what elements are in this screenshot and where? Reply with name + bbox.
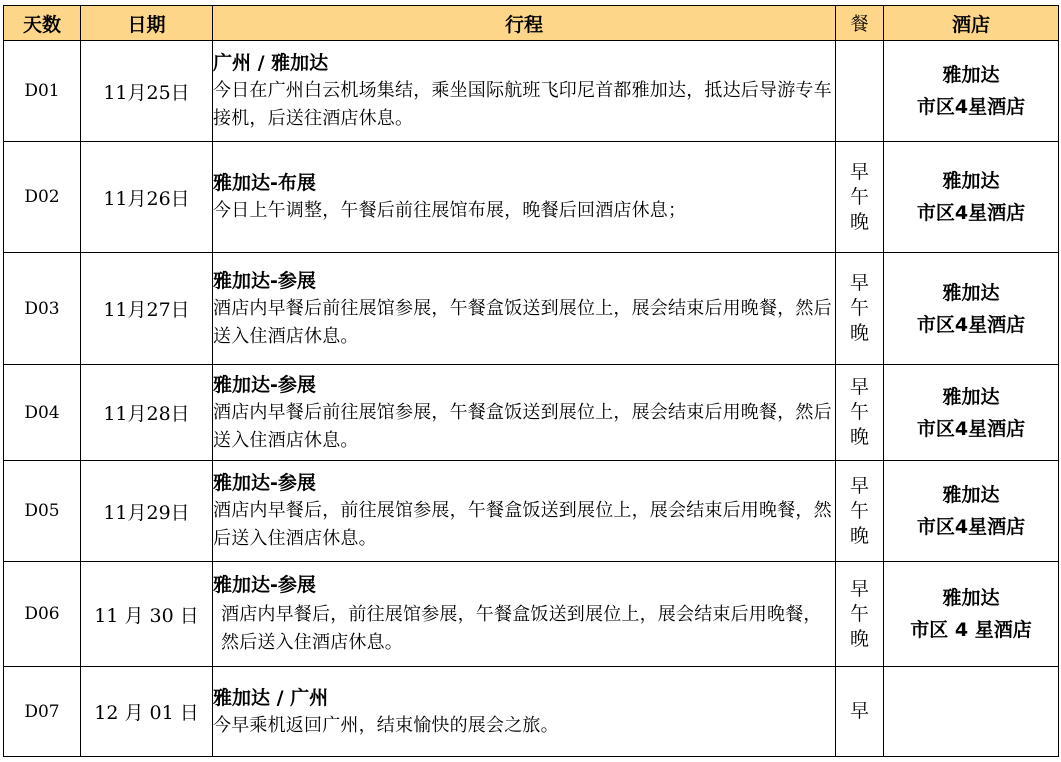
itinerary-desc: 今日在广州白云机场集结，乘坐国际航班飞印尼首都雅加达，抵达后导游专车接机，后送往酒店休息。 [213,80,832,129]
meals-cell [836,562,884,667]
hotel-city: 雅加达 [942,170,1000,192]
date-cell: 11月26日 [81,142,213,253]
header-hotel: 酒店 [884,6,1059,41]
hotel-class: 市区4星酒店 [916,96,1026,118]
meal-lunch: 午 [849,185,869,208]
meal-dinner: 晚 [849,322,869,344]
itinerary-desc: 今日上午调整，午餐后前往展馆布展，晚餐后回酒店休息； [213,200,687,221]
itinerary-cell [213,365,836,461]
hotel-class: 市区4星酒店 [916,313,1026,336]
hotel-class: 市区4星酒店 [916,202,1026,224]
meal-dinner: 晚 [849,426,869,448]
day-cell: D05 [4,461,81,562]
hotel-cell [884,365,1059,461]
itinerary-cell [213,562,836,667]
hotel-city: 雅加达 [942,385,1000,408]
itinerary-title: 雅加达-参展 [213,472,316,494]
hotel-city: 雅加达 [942,281,1000,304]
hotel-city: 雅加达 [942,484,1000,506]
hotel-cell [884,41,1059,142]
meals-cell [836,667,884,757]
header-row [4,6,1059,41]
itinerary-title: 雅加达-参展 [213,574,316,596]
itinerary-title: 广州 / 雅加达 [213,52,329,74]
date-cell: 11月27日 [81,253,213,365]
day-cell: D01 [4,41,81,142]
meal-breakfast: 早 [849,700,869,722]
itinerary-cell [213,142,836,253]
day-cell: D04 [4,365,81,461]
meal-dinner: 晚 [849,210,869,233]
itinerary-cell [213,461,836,562]
itinerary-title: 雅加达-参展 [213,373,316,396]
table-row [4,562,1059,667]
meal-lunch: 午 [849,297,869,319]
header-day: 天数 [4,6,81,41]
day-cell: D02 [4,142,81,253]
itinerary-desc: 今早乘机返回广州，结束愉快的展会之旅。 [213,714,559,736]
meals-cell [836,253,884,365]
itinerary-desc: 酒店内早餐后前往展馆参展，午餐盒饭送到展位上，展会结束后用晚餐，然后送入住酒店休息。 [213,297,832,347]
hotel-city: 雅加达 [942,587,1000,609]
meal-lunch: 午 [849,602,869,625]
header-itinerary: 行程 [213,6,836,41]
meal-breakfast: 早 [849,272,869,294]
itinerary-cell [213,253,836,365]
date-cell: 11 月 30 日 [81,562,213,667]
table-row [4,41,1059,142]
meal-breakfast: 早 [849,577,869,600]
meal-dinner: 晚 [849,524,869,547]
hotel-cell [884,253,1059,365]
itinerary-title: 雅加达-参展 [213,269,316,292]
table-row [4,253,1059,365]
table-row [4,667,1059,757]
date-cell: 11月25日 [81,41,213,142]
header-meals: 餐 [836,6,884,41]
table-row [4,142,1059,253]
itinerary-desc: 酒店内早餐后前往展馆参展，午餐盒饭送到展位上，展会结束后用晚餐，然后送入住酒店休息。 [213,401,832,451]
meals-cell [836,41,884,142]
hotel-city: 雅加达 [942,64,1000,86]
meals-cell [836,142,884,253]
hotel-cell [884,461,1059,562]
date-cell: 12 月 01 日 [81,667,213,757]
hotel-class: 市区4星酒店 [916,516,1026,538]
meal-dinner: 晚 [849,627,869,650]
hotel-cell [884,562,1059,667]
itinerary-desc: 酒店内早餐后，前往展馆参展，午餐盒饭送到展位上，展会结束后用晚餐，然后送入住酒店休息。 [221,604,822,653]
meal-lunch: 午 [849,499,869,522]
itinerary-title: 雅加达 / 广州 [213,686,329,709]
meal-breakfast: 早 [849,474,869,497]
hotel-cell [884,667,1059,757]
meal-lunch: 午 [849,401,869,423]
date-cell: 11月29日 [81,461,213,562]
meals-cell [836,461,884,562]
day-cell: D06 [4,562,81,667]
hotel-cell [884,142,1059,253]
meals-cell [836,365,884,461]
itinerary-desc: 酒店内早餐后，前往展馆参展，午餐盒饭送到展位上，展会结束后用晚餐，然后送入住酒店休息。 [213,500,832,549]
table-row [4,365,1059,461]
itinerary-table [3,5,1059,757]
itinerary-title: 雅加达-布展 [213,172,316,194]
hotel-class: 市区4星酒店 [916,417,1026,440]
header-date: 日期 [81,6,213,41]
date-cell: 11月28日 [81,365,213,461]
meal-breakfast: 早 [849,160,869,183]
day-cell: D07 [4,667,81,757]
itinerary-cell [213,667,836,757]
meal-breakfast: 早 [849,376,869,398]
table-row [4,461,1059,562]
day-cell: D03 [4,253,81,365]
hotel-class: 市区 4 星酒店 [910,619,1032,641]
itinerary-cell [213,41,836,142]
